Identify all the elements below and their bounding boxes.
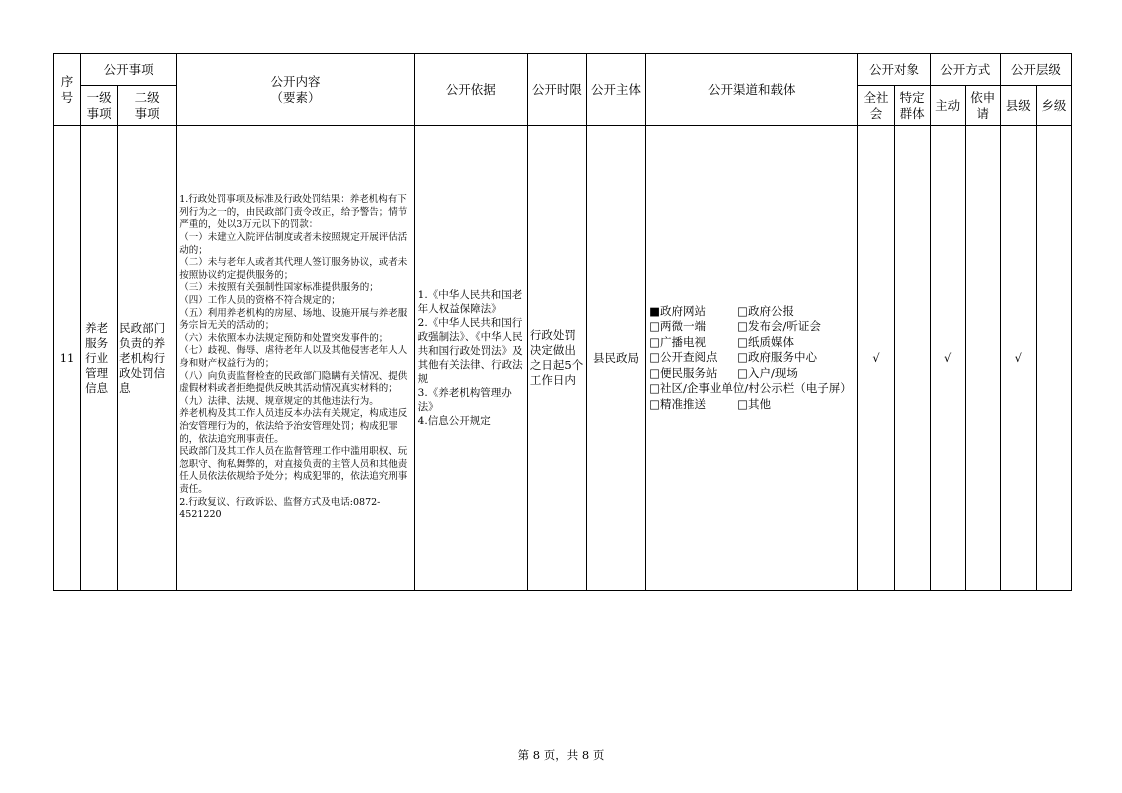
content-line: 2.行政复议、行政诉讼、监督方式及电话:0872-4521220 [179, 496, 381, 521]
content-line: （九）法律、法规、规章规定的其他违法行为。 [179, 395, 379, 407]
content-line: 1.行政处罚事项及标准及行政处罚结果：养老机构有下列行为之一的，由民政部门责令改正，给予警告；情节严重的，处以3万元以下的罚款： [179, 194, 408, 231]
channel-row [649, 335, 854, 351]
content-line: （五）利用养老机构的房屋、场地、设施开展与养老服务宗旨无关的活动的； [179, 307, 408, 332]
row-seq: 11 [54, 126, 81, 591]
row-level1 [81, 126, 118, 591]
row-mode-apply [965, 126, 1000, 591]
row-level2-text: 民政部门负责的养老机构行政处罚信息 [119, 320, 166, 395]
channel-option: □两微一端 [649, 319, 706, 334]
channel-row [649, 397, 854, 413]
header-mode-apply-text: 依申请 [970, 89, 996, 121]
header-level1 [81, 86, 118, 126]
content-line: （六）未依照本办法规定预防和处置突发事件的； [179, 332, 389, 344]
channel-option: □发布会/听证会 [737, 319, 821, 334]
content-line: （一）未建立入院评估制度或者未按照规定开展评估活动的； [179, 232, 408, 256]
channel-option: □纸质媒体 [737, 334, 794, 349]
header-mode-apply [965, 86, 1000, 126]
header-level1-text: 一级事项 [86, 89, 112, 121]
content-line: （三）未按照有关强制性国家标准提供服务的； [179, 282, 379, 294]
header-mode-active: 主动 [930, 86, 965, 126]
header-item-group: 公开事项 [81, 54, 177, 86]
row-time-limit: 行政处罚决定做出之日起5个工作日内 [527, 126, 586, 591]
channel-option: □其他 [737, 396, 771, 411]
channel-row [649, 350, 854, 366]
content-line: （七）歧视、侮辱、虐待老年人以及其他侵害老年人人身和财产权益行为的； [179, 345, 408, 369]
header-mode-group: 公开方式 [930, 54, 1000, 86]
row-basis [414, 126, 527, 591]
channel-option: □入户/现场 [737, 365, 798, 380]
header-time-limit: 公开时限 [527, 54, 586, 126]
row-mode-active: √ [930, 126, 965, 591]
channel-option: □公开查阅点 [649, 350, 718, 365]
header-target-specific [894, 86, 930, 126]
channel-option: □便民服务站 [649, 365, 718, 380]
basis-line: 4.信息公开规定 [417, 415, 491, 427]
row-subject: 县民政局 [586, 126, 645, 591]
row-target-specific [894, 126, 930, 591]
content-line: （八）向负责监督检查的民政部门隐瞒有关情况、提供虚假材料或者拒绝提供反映其活动情况真实材料的； [179, 370, 408, 395]
channel-option: □精准推送 [649, 396, 706, 411]
page-footer: 第 8 页，共 8 页 [517, 748, 605, 762]
row-content [177, 126, 414, 591]
channel-row [649, 319, 854, 335]
header-level-county: 县级 [1000, 86, 1036, 126]
header-level2-text: 二级事项 [134, 89, 160, 121]
row-level2 [118, 126, 177, 591]
basis-line: 3.《养老机构管理办法》 [417, 387, 512, 413]
row-channels [646, 126, 858, 591]
header-level-group: 公开层级 [1000, 54, 1071, 86]
header-target-all [858, 86, 894, 126]
channel-option: □政府服务中心 [737, 350, 817, 365]
channel-option: ■政府网站 [649, 303, 706, 318]
row-target-all: √ [858, 126, 894, 591]
content-line: （二）未与老年人或者其代理人签订服务协议，或者未按照协议约定提供服务的； [179, 257, 408, 281]
header-level2 [118, 86, 177, 126]
content-line: （四）工作人员的资格不符合规定的； [179, 295, 341, 307]
channel-option: □政府公报 [737, 303, 794, 318]
header-content [177, 54, 414, 126]
channel-option: □广播电视 [649, 334, 706, 349]
header-channel: 公开渠道和载体 [646, 54, 858, 126]
row-level-county: √ [1000, 126, 1036, 591]
header-content-sub: （要素） [270, 89, 321, 105]
channel-option: □社区/企事业单位/村公示栏（电子屏） [649, 381, 852, 396]
header-target-group: 公开对象 [858, 54, 930, 86]
header-seq [54, 54, 81, 126]
header-target-specific-text: 特定群体 [899, 89, 925, 121]
header-content-title: 公开内容 [270, 73, 321, 89]
header-basis: 公开依据 [414, 54, 527, 126]
channel-row [649, 366, 854, 382]
basis-line: 1.《中华人民共和国老年人权益保障法》 [417, 289, 523, 315]
row-level1-text: 养老服务行业管理信息 [85, 320, 109, 395]
header-target-all-text: 全社会 [863, 89, 889, 121]
header-level-town: 乡级 [1036, 86, 1071, 126]
channel-row [649, 304, 854, 320]
basis-line: 2.《中华人民共和国行政强制法》、《中华人民共和国行政处罚法》及其他有关法律、行政法规 [417, 317, 523, 385]
content-line: 养老机构及其工作人员违反本办法有关规定，构成违反治安管理行为的，依法给予治安管理处罚；构成犯罪的，依法追究刑事责任。 [179, 408, 408, 445]
disclosure-table [53, 53, 1072, 591]
channel-row-wide [649, 381, 854, 397]
header-subject: 公开主体 [586, 54, 645, 126]
row-level-town [1036, 126, 1071, 591]
header-seq-text: 序号 [60, 73, 74, 105]
content-line: 民政部门及其工作人员在监督管理工作中滥用职权、玩忽职守、徇私舞弊的，对直接负责的主管人员和其他责任人员依法依规给予处分；构成犯罪的，依法追究刑事责任。 [179, 446, 408, 495]
